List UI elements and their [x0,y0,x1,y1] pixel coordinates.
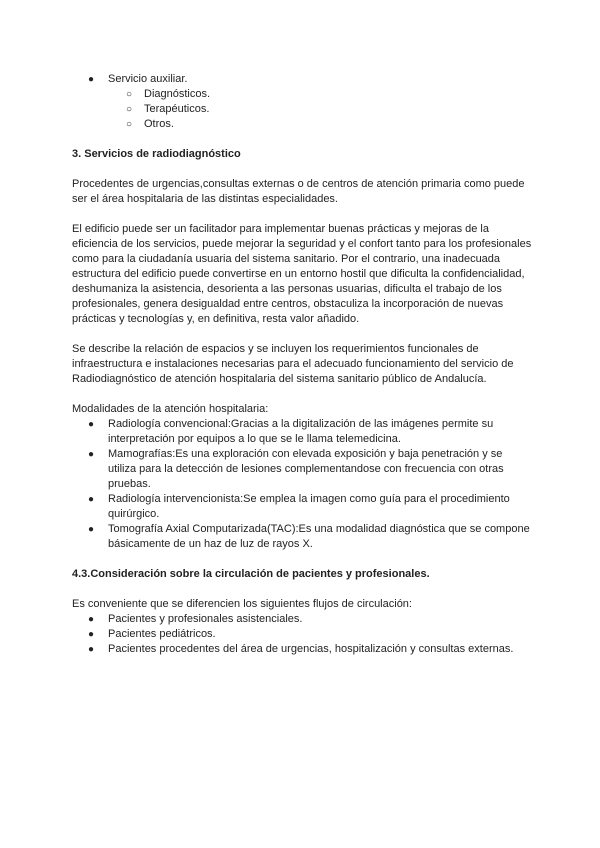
list-item-text: Pacientes y profesionales asistenciales. [108,613,303,625]
hollow-bullet-icon: ○ [126,89,133,100]
bullet-icon: ● [88,419,95,430]
list-item [72,642,532,657]
bullet-icon: ● [88,74,95,85]
bullet-icon: ● [88,524,95,535]
hollow-bullet-icon: ○ [126,104,133,115]
sublist-item-text: Otros. [144,118,174,130]
list-item-text: Radiología convencional:Gracias a la digitalización de las imágenes permite su interpretación por equipos a lo que se le llama telemedicina. [108,418,494,445]
modalities-intro: Modalidades de la atención hospitalaria: [72,403,269,415]
list-item-text: Mamografías:Es una exploración con elevada exposición y baja penetración y se utiliza para la detección de lesiones complementandose con frecuencia con otras pruebas. [108,448,504,490]
sublist-item [72,117,532,132]
list-item [72,447,532,492]
hollow-bullet-icon: ○ [126,119,133,130]
document-page [72,72,532,657]
bullet-icon: ● [88,629,95,640]
list-item-text: Servicio auxiliar. [108,73,188,85]
service-list [72,72,532,87]
paragraph-edificio: El edificio puede ser un facilitador para implementar buenas prácticas y mejoras de la eficiencia de los servicios, puede mejorar la seguridad y el confort tanto para los profesionales como para la ciudadanía usuaria del sistema sanitario. Por el contrario, una inadecuada estructura del edificio puede convertirse en un entorno hostil que dificulta la confidencialidad, deshumaniza la asistencia, desorienta a las personas usuarias, dificulta el trabajo de los profesionales, genera desigualdad entre centros, obstaculiza la incorporación de nuevas prácticas y tecnologías y, en definitiva, resta valor añadido. [72,223,532,325]
list-item-text: Tomografía Axial Computarizada(TAC):Es una modalidad diagnóstica que se compone básicamente de un haz de luz de rayos X. [108,523,530,550]
bullet-icon: ● [88,449,95,460]
sublist-item [72,87,532,102]
bullet-icon: ● [88,494,95,505]
section-heading-radiodiagnostico: 3. Servicios de radiodiagnóstico [72,148,241,160]
service-sublist [72,87,532,132]
sublist-item-text: Diagnósticos. [144,88,211,100]
flows-list [72,612,532,657]
list-item [72,492,532,522]
list-item-text: Radiología intervencionista:Se emplea la imagen como guía para el procedimiento quirúrgico. [108,493,510,520]
sublist-item-text: Terapéuticos. [144,103,210,115]
paragraph-procedentes: Procedentes de urgencias,consultas externas o de centros de atención primaria como puede ser el área hospitalaria de las distintas especialidades. [72,178,525,205]
list-item [72,417,532,447]
list-item [72,612,532,627]
list-item-text: Pacientes pediátricos. [108,628,216,640]
list-item [72,522,532,552]
section-heading-circulacion: 4.3.Consideración sobre la circulación de pacientes y profesionales. [72,568,430,580]
sublist-item [72,102,532,117]
list-item-text: Pacientes procedentes del área de urgencias, hospitalización y consultas externas. [108,643,514,655]
bullet-icon: ● [88,644,95,655]
bullet-icon: ● [88,614,95,625]
list-item [72,72,532,87]
modalities-list [72,417,532,552]
flows-intro: Es conveniente que se diferencien los siguientes flujos de circulación: [72,598,412,610]
paragraph-espacios: Se describe la relación de espacios y se incluyen los requerimientos funcionales de infraestructura e instalaciones necesarias para el adecuado funcionamiento del servicio de Radiodiagnóstico de atención hospitalaria del sistema sanitario público de Andalucía. [72,343,514,385]
list-item [72,627,532,642]
